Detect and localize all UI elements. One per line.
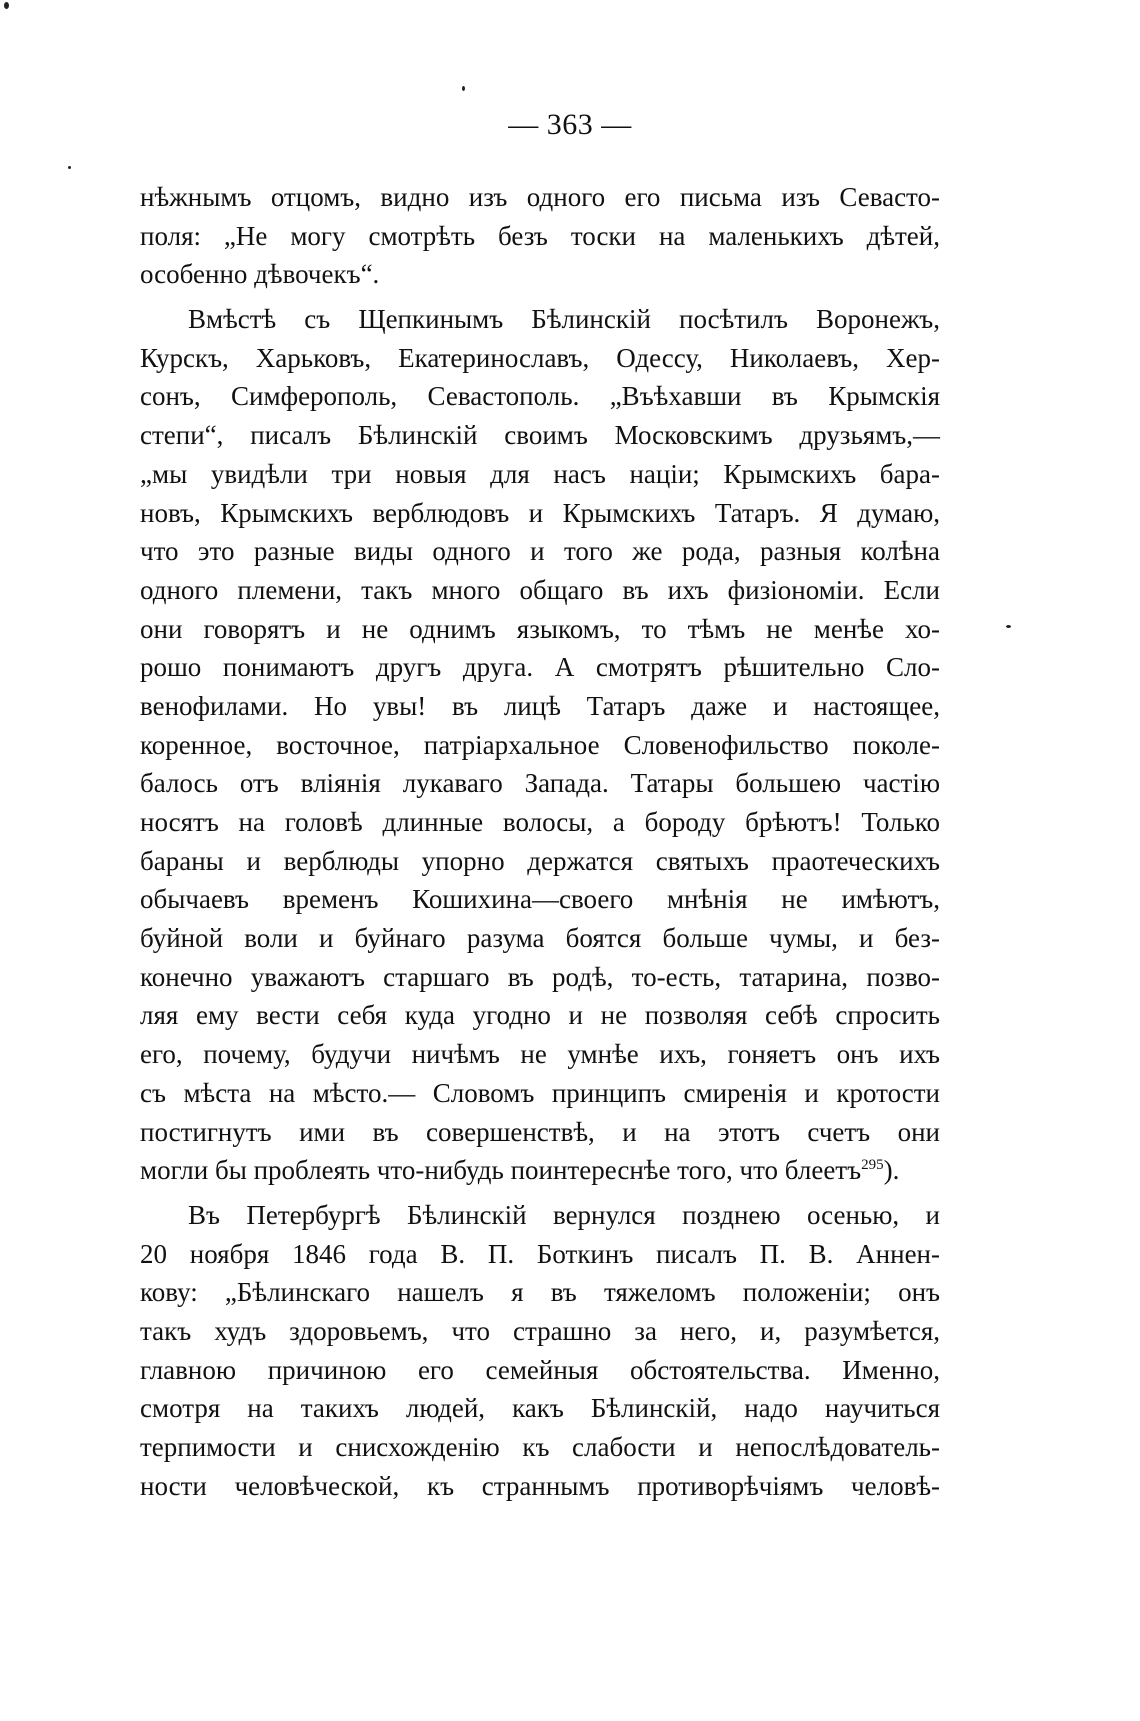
closing-punctuation: ).	[883, 1155, 900, 1186]
text-line: коренное, восточное, патріархальное Словенофильство поколе-	[140, 729, 940, 760]
text-line: Вмѣстѣ съ Щепкинымъ Бѣлинскій посѣтилъ Воронежъ,	[188, 304, 940, 335]
text-line: особенно дѣвочекъ“.	[140, 259, 380, 290]
text-line: конечно уважаютъ старшаго въ родѣ, то-есть, татарина, позво-	[140, 961, 940, 992]
text-line-with-footnote	[140, 1151, 940, 1190]
text-line: 20 ноября 1846 года В. П. Боткинъ писалъ П. В. Аннен-	[140, 1238, 940, 1269]
text-line: степи“, писалъ Бѣлинскій своимъ Московскимъ друзьямъ,—	[140, 420, 940, 451]
text-line: одного племени, такъ много общаго въ ихъ физіономіи. Если	[140, 574, 940, 605]
text-line: они говорятъ и не однимъ языкомъ, то тѣмъ не менѣе хо-	[140, 613, 940, 644]
text-line: ности человѣческой, къ страннымъ противорѣчіямъ человѣ-	[140, 1470, 940, 1501]
text-line: новъ, Крымскихъ верблюдовъ и Крымскихъ Татаръ. Я думаю,	[140, 497, 940, 528]
text-line: терпимости и снисхожденію къ слабости и непослѣдователь-	[140, 1432, 940, 1462]
body-text	[140, 178, 940, 1505]
footnote-reference: 295	[861, 1157, 884, 1174]
text-line: бараны и верблюды упорно держатся святыхъ праотеческихъ	[140, 845, 940, 876]
scan-speck	[4, 2, 9, 9]
text-line: главною причиною его семейныя обстоятельства. Именно,	[140, 1354, 940, 1385]
paragraph-3	[140, 1196, 940, 1506]
text-line: носятъ на головѣ длинные волосы, а бороду брѣютъ! Только	[140, 807, 940, 837]
text-line: съ мѣста на мѣсто.— Словомъ принципъ смиренія и кротости	[140, 1077, 940, 1108]
text-line: ляя ему вести себя куда угодно и не позволяя себѣ спросить	[140, 1000, 940, 1031]
text-line: буйной воли и буйнаго разума боятся больше чумы, и без-	[140, 923, 940, 954]
text-line: поля: „Не могу смотрѣть безъ тоски на маленькихъ дѣтей,	[140, 220, 940, 251]
text-line: рошо понимаютъ другъ друга. А смотрятъ рѣшительно Сло-	[140, 652, 940, 683]
text-line: такъ худъ здоровьемъ, что страшно за него, и, разумѣется,	[140, 1315, 940, 1346]
paragraph-1	[140, 178, 940, 294]
text-line: Курскъ, Харьковъ, Екатеринославъ, Одессу, Николаевъ, Хер-	[140, 342, 940, 373]
scan-speck	[1006, 625, 1011, 628]
scan-speck	[68, 166, 71, 169]
page-number: — 363 —	[508, 108, 632, 141]
text-line: что это разные виды одного и того же рода, разныя колѣна	[140, 536, 940, 567]
text-line: „мы увидѣли три новыя для насъ націи; Крымскихъ бара-	[140, 458, 940, 489]
text-line: балось отъ вліянія лукаваго Запада. Татары большею частію	[140, 768, 940, 799]
text-line: могли бы проблеять что-нибудь поинтереснѣе того, что блеетъ	[140, 1155, 862, 1186]
text-line: кову: „Бѣлинскаго нашелъ я въ тяжеломъ положеніи; онъ	[140, 1277, 940, 1308]
text-line: его, почему, будучи ничѣмъ не умнѣе ихъ, гоняетъ онъ ихъ	[140, 1039, 940, 1070]
text-line: постигнутъ ими въ совершенствѣ, и на этотъ счетъ они	[140, 1116, 940, 1147]
text-line: Въ Петербургѣ Бѣлинскій вернулся позднею осенью, и	[188, 1199, 940, 1230]
text-line: венофилами. Но увы! въ лицѣ Татаръ даже и настоящее,	[140, 690, 940, 721]
text-line: обычаевъ временъ Кошихина—своего мнѣнія не имѣютъ,	[140, 884, 940, 915]
paragraph-2	[140, 300, 940, 1190]
text-line: сонъ, Симферополь, Севастополь. „Въѣхавши въ Крымскія	[140, 381, 940, 412]
text-line: нѣжнымъ отцомъ, видно изъ одного его письма изъ Севасто-	[140, 182, 940, 212]
text-line: смотря на такихъ людей, какъ Бѣлинскій, надо научиться	[140, 1393, 940, 1424]
scan-speck	[462, 86, 465, 91]
